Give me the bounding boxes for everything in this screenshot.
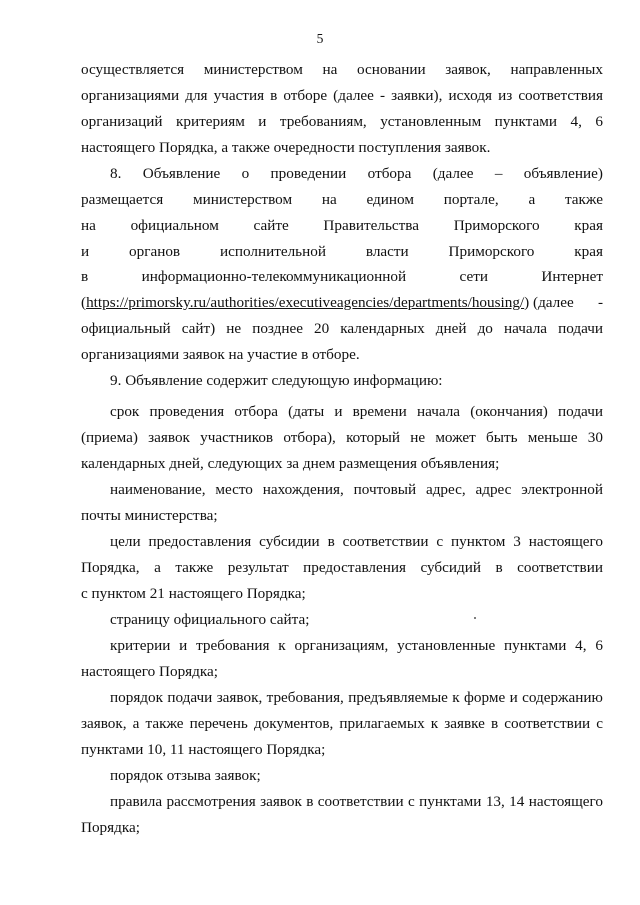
text-line-24: настоящего Порядка;	[81, 663, 218, 680]
word: Приморского	[453, 217, 540, 234]
word: участия	[213, 87, 265, 104]
word: и	[509, 689, 518, 706]
word: и	[258, 113, 267, 130]
word: форме	[464, 689, 506, 706]
word: настоящего	[528, 793, 603, 810]
word: 8.	[110, 165, 122, 182]
word: требования,	[266, 689, 344, 706]
word: отборе	[283, 87, 328, 104]
word: времени	[352, 403, 407, 420]
word: о	[241, 165, 250, 182]
word: содержанию	[522, 689, 603, 706]
text-line-12: организациями заявок на участие в отборе.	[81, 346, 360, 363]
word: размещается	[81, 191, 164, 208]
text-line-19	[110, 533, 603, 551]
word: соответствия	[518, 87, 603, 104]
word: министерством	[203, 61, 303, 78]
word: исполнительной	[219, 243, 326, 260]
text-line-17	[110, 481, 603, 499]
word: не	[410, 429, 426, 446]
word: Интернет	[541, 268, 603, 285]
word: (даты	[288, 403, 325, 420]
text-line-7	[81, 217, 603, 235]
word: объявление)	[523, 165, 603, 182]
word: Приморского	[448, 243, 535, 260]
word: перечень	[189, 715, 248, 732]
url-group	[81, 294, 574, 312]
website-link[interactable]: https://primorsky.ru/authorities/executiveagencies/departments/housing/	[86, 294, 525, 311]
word: к	[430, 715, 439, 732]
word: а	[528, 191, 536, 208]
word: власти	[365, 243, 409, 260]
text-line-11	[81, 320, 603, 338]
word: (далее	[533, 294, 574, 311]
word: также	[175, 559, 214, 576]
word: пунктом	[451, 533, 506, 550]
word: рассмотрения	[166, 793, 256, 810]
word: 20	[314, 320, 330, 337]
word: в	[491, 715, 499, 732]
text-line-10	[81, 294, 603, 312]
word: установленные	[397, 637, 496, 654]
word: края	[574, 217, 603, 234]
word: портале,	[443, 191, 499, 208]
word: цели	[110, 533, 141, 550]
word: место	[215, 481, 253, 498]
word: не	[226, 320, 242, 337]
word: документов,	[253, 715, 334, 732]
word: пунктами	[504, 637, 567, 654]
word: официальном	[130, 217, 219, 234]
word: осуществляется	[81, 61, 185, 78]
word: также	[564, 191, 603, 208]
word: к	[278, 637, 286, 654]
word: с	[596, 715, 603, 732]
word: также	[145, 715, 184, 732]
word: организациям,	[294, 637, 389, 654]
word: срок	[110, 403, 140, 420]
text-line-13: 9. Объявление содержит следующую информацию:	[110, 372, 443, 389]
word: пунктами	[419, 793, 482, 810]
text-line-28: порядок отзыва заявок;	[110, 767, 261, 784]
word: на	[81, 217, 96, 234]
word: пунктами	[494, 113, 557, 130]
word: календарных	[340, 320, 425, 337]
word: соответствии	[342, 533, 429, 550]
word: субсидии	[259, 533, 320, 550]
word: соответствии	[504, 715, 591, 732]
word: проведения	[149, 403, 225, 420]
text-line-27: пунктами 10, 11 настоящего Порядка;	[81, 741, 326, 758]
word: подачи	[558, 320, 603, 337]
word: нахождения,	[262, 481, 344, 498]
word: в	[270, 87, 278, 104]
word: края	[574, 243, 603, 260]
word: наименование,	[110, 481, 206, 498]
text-line-16: календарных дней, следующих за днем размещения объявления;	[81, 455, 500, 472]
word: настоящего	[528, 533, 603, 550]
word: 30	[587, 429, 603, 446]
word: заявок,	[81, 715, 127, 732]
word: требования	[196, 637, 270, 654]
word: (приема)	[81, 429, 138, 446]
word: предоставления	[303, 559, 406, 576]
word: установленным	[380, 113, 482, 130]
word: направленных	[510, 61, 603, 78]
word: 6	[595, 637, 603, 654]
word: на	[322, 61, 338, 78]
word: адрес,	[425, 481, 466, 498]
word: сайт)	[181, 320, 216, 337]
word: из	[498, 87, 513, 104]
word: 6	[595, 113, 603, 130]
word: в	[495, 559, 503, 576]
word: 14	[509, 793, 525, 810]
text-line-4: настоящего Порядка, а также очередности поступления заявок.	[81, 139, 491, 156]
word: соответствии	[317, 793, 404, 810]
word: критериям	[176, 113, 245, 130]
word: информационно-телекоммуникационной	[141, 268, 407, 285]
word: субсидий	[420, 559, 481, 576]
word: сети	[459, 268, 488, 285]
text-line-9	[81, 268, 603, 286]
page-number: 5	[316, 31, 324, 46]
word: исходя	[448, 87, 493, 104]
word: участников	[200, 429, 274, 446]
word: с	[436, 533, 444, 550]
word: –	[494, 165, 503, 182]
word: и	[334, 403, 343, 420]
word: заявке	[444, 715, 485, 732]
word: подачи	[167, 689, 213, 706]
text-line-26	[81, 715, 603, 733]
word: едином	[366, 191, 414, 208]
word: 13,	[485, 793, 505, 810]
word: и	[81, 243, 90, 260]
word: результат	[227, 559, 289, 576]
word: Объявление	[142, 165, 221, 182]
text-line-20	[81, 559, 603, 577]
word: адрес	[475, 481, 512, 498]
word: почтовый	[353, 481, 417, 498]
word: заявок	[260, 793, 302, 810]
word: начала	[503, 320, 548, 337]
word: заявок,	[445, 61, 491, 78]
word: 3	[513, 533, 521, 550]
open-paren: (	[81, 294, 87, 311]
word: в	[327, 533, 335, 550]
word: отбора),	[283, 429, 336, 446]
word: в	[306, 793, 314, 810]
text-line-1	[81, 61, 603, 79]
word: 4,	[570, 113, 582, 130]
word: (далее	[432, 165, 474, 182]
word: (далее	[333, 87, 374, 104]
word: начала	[416, 403, 461, 420]
word: основании	[357, 61, 426, 78]
word: Правительства	[323, 217, 419, 234]
text-line-15	[81, 429, 603, 447]
word: электронной	[521, 481, 603, 498]
word: к	[452, 689, 460, 706]
word: -	[379, 87, 386, 104]
text-line-2	[81, 87, 603, 105]
text-line-18: почты министерства;	[81, 507, 218, 524]
text-line-3	[81, 113, 603, 131]
word: предъявляемые	[348, 689, 448, 706]
text-line-29	[110, 793, 603, 811]
word: соответствии	[517, 559, 603, 576]
word: проведении	[270, 165, 347, 182]
word: сайте	[253, 217, 289, 234]
word: который	[346, 429, 401, 446]
word: -	[597, 294, 603, 311]
word: позднее	[252, 320, 303, 337]
word: требованиям,	[279, 113, 367, 130]
word: правила	[110, 793, 163, 810]
text-line-8	[81, 243, 603, 261]
word: дней	[435, 320, 467, 337]
word: быть	[486, 429, 518, 446]
word: а	[154, 559, 161, 576]
text-line-23	[110, 637, 603, 655]
word: министерством	[192, 191, 293, 208]
word: на	[321, 191, 337, 208]
word: критерии	[110, 637, 171, 654]
word: предоставления	[148, 533, 252, 550]
word: прилагаемых	[339, 715, 425, 732]
word: официальный	[81, 320, 171, 337]
word: а	[132, 715, 140, 732]
word: заявок	[148, 429, 190, 446]
word: заявки),	[391, 87, 443, 104]
text-line-30: Порядка;	[81, 819, 140, 836]
word: может	[435, 429, 476, 446]
word: для	[185, 87, 208, 104]
word: отбора	[367, 165, 412, 182]
close-paren: )	[524, 294, 530, 311]
word: подачи	[558, 403, 603, 420]
word: организациями	[81, 87, 180, 104]
word: 4,	[575, 637, 587, 654]
word: организаций	[81, 113, 163, 130]
word: до	[477, 320, 493, 337]
word: органов	[129, 243, 181, 260]
scan-speck	[474, 617, 476, 619]
word: меньше	[527, 429, 578, 446]
text-line-14	[110, 403, 603, 421]
text-line-5	[110, 165, 603, 183]
word: и	[179, 637, 188, 654]
word: отбора	[234, 403, 278, 420]
word: (окончания)	[470, 403, 548, 420]
word: заявок,	[216, 689, 263, 706]
word: с	[407, 793, 415, 810]
word: порядок	[110, 689, 164, 706]
text-line-6	[81, 191, 603, 209]
text-line-25	[110, 689, 603, 707]
word: Порядка,	[81, 559, 140, 576]
text-line-21: с пунктом 21 настоящего Порядка;	[81, 585, 306, 602]
word: в	[81, 268, 89, 285]
text-line-22: страницу официального сайта;	[110, 611, 310, 628]
